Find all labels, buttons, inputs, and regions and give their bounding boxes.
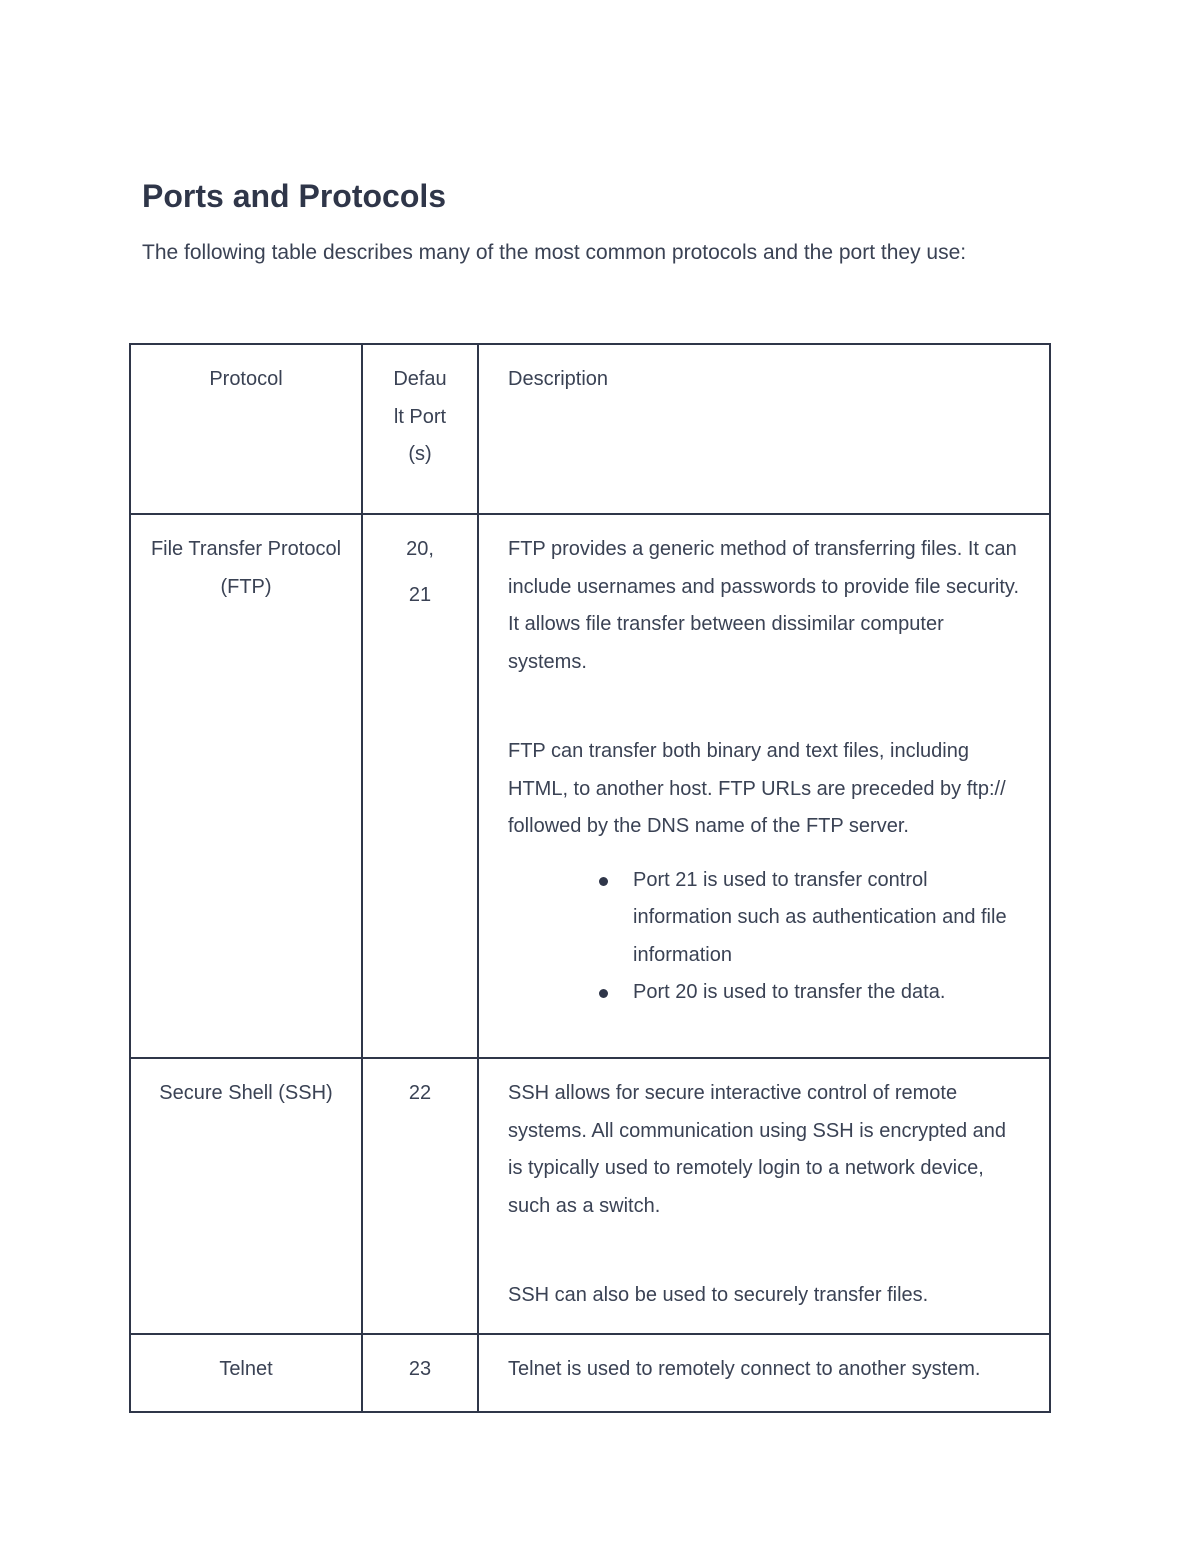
header-description: Description <box>478 344 1050 514</box>
description-paragraph: FTP can transfer both binary and text files, including HTML, to another host. FTP URLs are preceded by ftp:// followed by the DNS name of the FTP server. <box>508 740 1006 837</box>
port-value: 20, <box>406 538 434 560</box>
table-row <box>130 1334 1050 1412</box>
description-cell <box>478 514 1050 1058</box>
list-item <box>633 862 1023 975</box>
port-cell <box>362 1058 478 1334</box>
intro-paragraph: The following table describes many of the most common protocols and the port they use: <box>142 241 967 264</box>
bullet-icon <box>599 989 608 998</box>
list-item-text: Port 20 is used to transfer the data. <box>633 981 946 1003</box>
page-title: Ports and Protocols <box>142 178 447 214</box>
port-cell <box>362 1334 478 1412</box>
description-paragraph: FTP provides a generic method of transferring files. It can include usernames and passwords to provide file security. It allows file transfer between dissimilar computer systems. <box>508 538 1019 673</box>
description-cell <box>478 1334 1050 1412</box>
bullet-icon <box>599 877 608 886</box>
header-protocol: Protocol <box>130 344 362 514</box>
protocol-cell: Secure Shell (SSH) <box>130 1058 362 1334</box>
table-row <box>130 514 1050 1058</box>
description-paragraph: SSH can also be used to securely transfer files. <box>508 1284 929 1306</box>
port-cell <box>362 514 478 1058</box>
protocol-cell: Telnet <box>130 1334 362 1412</box>
port-value: 23 <box>408 1358 432 1380</box>
description-cell <box>478 1058 1050 1334</box>
description-paragraph: SSH allows for secure interactive control of remote systems. All communication using SSH is encrypted and is typically used to remotely login to a network device, such as a switch. <box>508 1082 1006 1217</box>
list-item <box>633 974 1023 1012</box>
ports-protocols-table <box>129 343 1051 1413</box>
table-row <box>130 1058 1050 1334</box>
protocol-cell: File Transfer Protocol (FTP) <box>130 514 362 1058</box>
header-default-ports: Default Port(s) <box>362 344 478 514</box>
bullet-list <box>508 862 1023 1012</box>
table-header-row <box>130 344 1050 514</box>
list-item-text: Port 21 is used to transfer control information such as authentication and file information <box>633 868 1007 966</box>
port-value: 22 <box>408 1082 432 1104</box>
port-value: 21 <box>408 583 432 606</box>
description-paragraph: Telnet is used to remotely connect to another system. <box>508 1358 981 1380</box>
